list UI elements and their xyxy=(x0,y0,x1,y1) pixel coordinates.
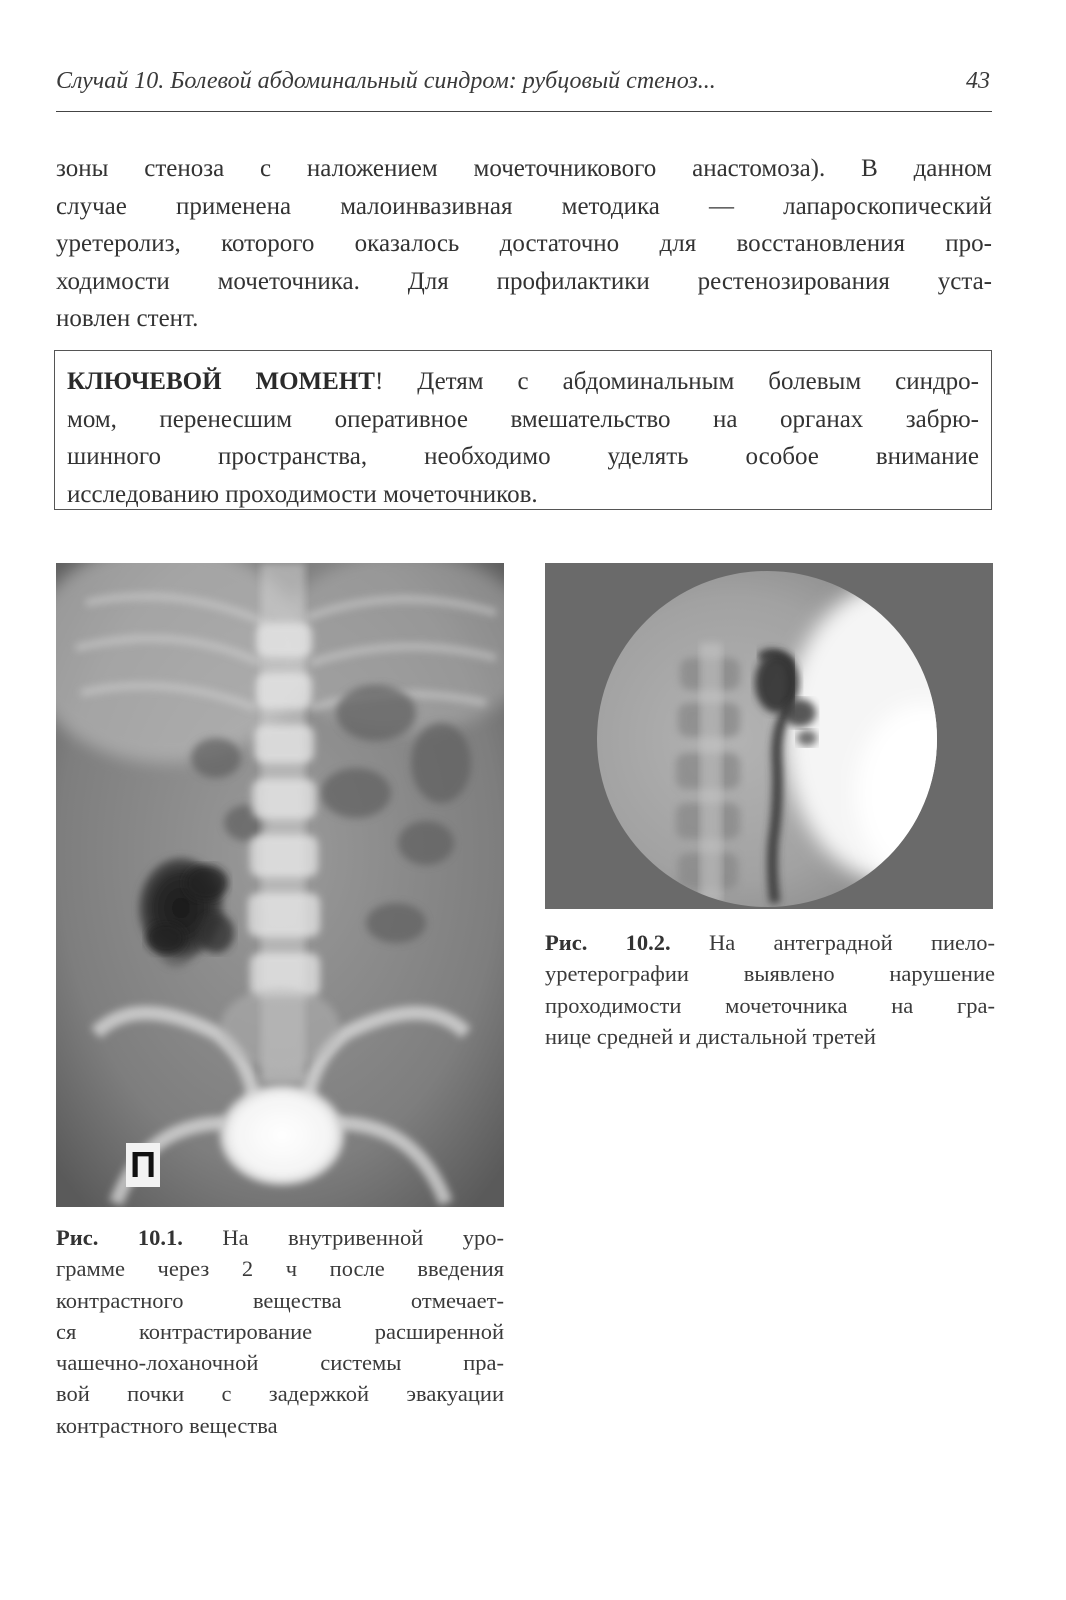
caption-text: На антеградной пиело- xyxy=(670,930,995,955)
body-line: новлен стент. xyxy=(56,305,199,332)
caption-text: На внутривенной уро- xyxy=(182,1225,504,1250)
key-point-term: КЛЮЧЕВОЙ МОМЕНТ xyxy=(67,368,375,395)
figure-2-caption xyxy=(545,927,995,1052)
caption-line: чашечно-лоханочной системы пра- xyxy=(56,1350,504,1376)
body-paragraph xyxy=(56,150,992,338)
pyelogram-xray xyxy=(545,563,993,909)
key-point-line: мом, перенесшим оперативное вмешательство на органах забрю- xyxy=(67,405,979,433)
key-point-box xyxy=(54,350,992,510)
caption-label: Рис. 10.1. xyxy=(56,1225,183,1250)
caption-line: уретерографии выявлено нарушение xyxy=(545,961,995,987)
caption-line: нице средней и дистальной третей xyxy=(545,1023,876,1049)
body-line: зоны стеноза с наложением мочеточникового анастомоза). В данном xyxy=(56,155,992,182)
running-title: Случай 10. Болевой абдоминальный синдром: рубцовый стеноз... xyxy=(56,68,716,94)
caption-line xyxy=(545,927,995,958)
caption-line: контрастного вещества xyxy=(56,1412,278,1438)
figure-pyelogram-image xyxy=(545,563,993,909)
figure-1-caption xyxy=(56,1222,504,1441)
caption-line xyxy=(56,1222,504,1253)
page-number: 43 xyxy=(966,68,990,94)
key-point-line: исследованию проходимости мочеточников. xyxy=(67,480,538,508)
key-point-line xyxy=(67,363,979,401)
caption-label: Рис. 10.2. xyxy=(545,930,671,955)
running-header xyxy=(56,68,992,112)
urogram-xray xyxy=(56,563,504,1207)
body-line: уретеролиз, которого оказалось достаточно для восстановления про- xyxy=(56,230,992,257)
caption-line: ся контрастирование расширенной xyxy=(56,1318,504,1344)
body-line: ходимости мочеточника. Для профилактики рестенозирования уста- xyxy=(56,267,992,295)
figure-urogram-image xyxy=(56,563,504,1207)
caption-line: грамме через 2 ч после введения xyxy=(56,1256,504,1282)
key-point-line: шинного пространства, необходимо уделять особое внимание xyxy=(67,443,979,470)
caption-line: контрастного вещества отмечает- xyxy=(56,1287,504,1313)
key-point-text: ! Детям с абдоминальным болевым синдро- xyxy=(374,368,979,395)
caption-line: вой почки с задержкой эвакуации xyxy=(56,1381,504,1407)
figure-marker-letter: П xyxy=(130,1144,156,1185)
body-line: случае применена малоинвазивная методика — лапароскопический xyxy=(56,192,992,220)
caption-line: проходимости мочеточника на гра- xyxy=(545,992,995,1018)
